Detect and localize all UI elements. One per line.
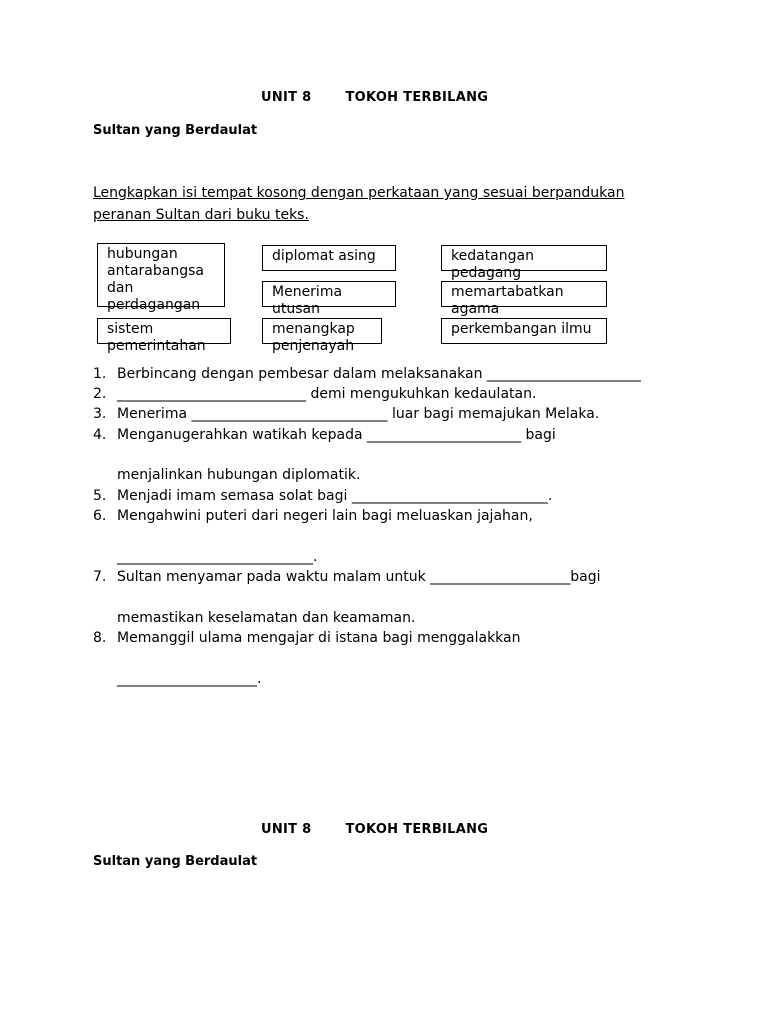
question-text: Menjadi imam semasa solat bagi ____________________________. — [117, 488, 553, 504]
word-box — [262, 245, 396, 271]
question-number: 3. — [93, 406, 107, 422]
word-box-line: diplomat asing — [272, 248, 376, 264]
word-box-line: kedatangan — [451, 248, 534, 264]
word-box-line: pedagang — [451, 265, 522, 281]
word-box-line: perdagangan — [107, 297, 201, 313]
question-text: Menerima ____________________________ luar bagi memajukan Melaka. — [117, 406, 600, 422]
instruction-line-2: peranan Sultan dari buku teks. — [93, 207, 309, 223]
word-box-line: Menerima — [272, 284, 343, 300]
word-box-line: utusan — [272, 301, 320, 317]
word-box-line: hubungan — [107, 246, 178, 262]
question-text: ____________________. — [117, 671, 262, 687]
word-box-line: penjenayah — [272, 338, 355, 354]
question-text: ____________________________. — [117, 549, 318, 565]
question-number: 7. — [93, 569, 107, 585]
instruction-line-1: Lengkapkan isi tempat kosong dengan perkataan yang sesuai berpandukan — [93, 185, 625, 201]
word-box — [97, 318, 231, 354]
question-number: 4. — [93, 427, 107, 443]
word-box — [262, 318, 382, 354]
question-number: 1. — [93, 366, 107, 382]
question-text: Memanggil ulama mengajar di istana bagi menggalakkan — [117, 630, 521, 646]
word-box-line: pemerintahan — [107, 338, 206, 354]
question-number: 5. — [93, 488, 107, 504]
question-number: 8. — [93, 630, 107, 646]
word-box-line: memartabatkan — [451, 284, 564, 300]
page-title-2 — [261, 822, 488, 837]
word-box-line: antarabangsa — [107, 263, 204, 279]
subtitle-2: Sultan yang Berdaulat — [93, 854, 258, 869]
subtitle: Sultan yang Berdaulat — [93, 123, 258, 138]
unit-label: UNIT 8 — [261, 822, 312, 837]
word-box — [97, 243, 225, 313]
word-box — [262, 281, 396, 317]
question-text: menjalinkan hubungan diplomatik. — [117, 467, 361, 483]
word-box-line: menangkap — [272, 321, 355, 337]
topic-label: TOKOH TERBILANG — [345, 90, 489, 105]
question-text: Menganugerahkan watikah kepada ______________________ bagi — [117, 427, 556, 443]
question-text: memastikan keselamatan dan keamaman. — [117, 610, 416, 626]
question-text: Sultan menyamar pada waktu malam untuk ____________________bagi — [117, 569, 601, 585]
topic-label: TOKOH TERBILANG — [345, 822, 489, 837]
question-number: 6. — [93, 508, 107, 524]
question-text: ___________________________ demi mengukuhkan kedaulatan. — [117, 386, 537, 402]
word-box — [441, 245, 607, 281]
page-title — [261, 90, 488, 105]
question-text: Berbincang dengan pembesar dalam melaksanakan ______________________ — [117, 366, 641, 382]
word-box-line: sistem — [107, 321, 154, 337]
word-box-line: agama — [451, 301, 500, 317]
question-number: 2. — [93, 386, 107, 402]
word-box-line: dan — [107, 280, 134, 296]
word-box-line: perkembangan ilmu — [451, 321, 592, 337]
word-box — [441, 281, 607, 317]
unit-label: UNIT 8 — [261, 90, 312, 105]
question-text: Mengahwini puteri dari negeri lain bagi meluaskan jajahan, — [117, 508, 533, 524]
word-box — [441, 318, 607, 344]
